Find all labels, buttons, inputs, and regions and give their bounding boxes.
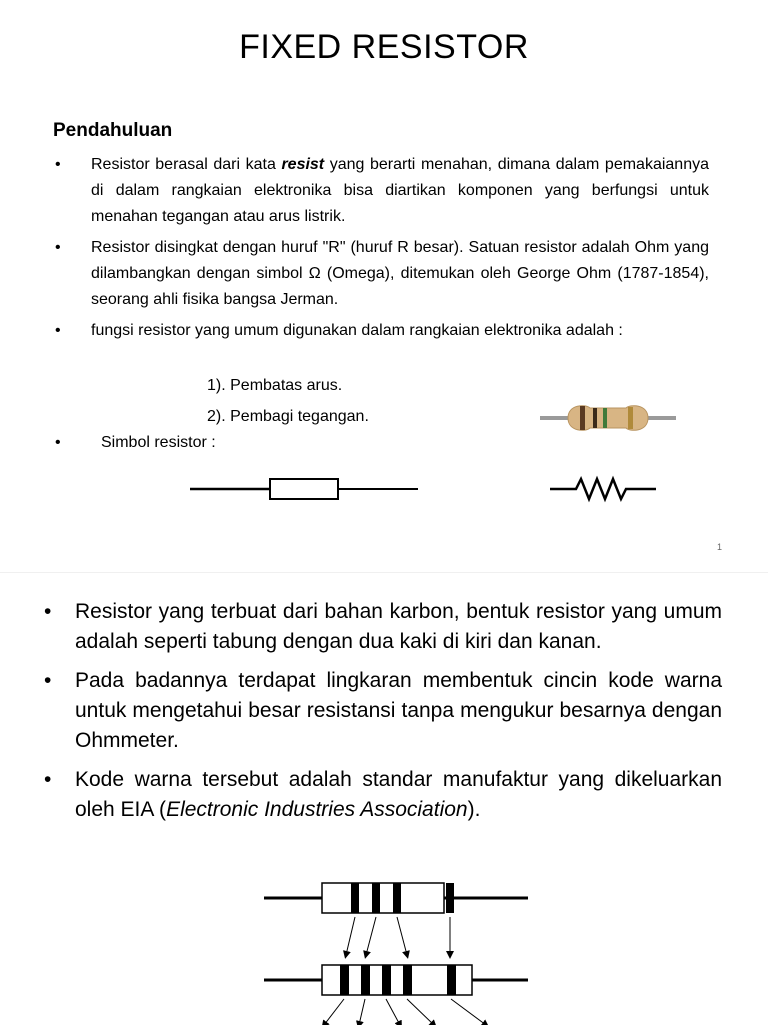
- bullet-glyph: •: [55, 434, 61, 451]
- page-number: 1: [716, 542, 722, 552]
- bullet-glyph: •: [44, 768, 52, 791]
- bullet-item: • Resistor yang terbuat dari bahan karbon, bentuk resistor yang umum adalah seperti tabung dengan dua kaki di kiri dan kanan.: [44, 597, 722, 657]
- resistor-symbol-zigzag: [550, 473, 656, 503]
- section-heading: Pendahuluan: [53, 120, 173, 141]
- emphasis-text: resist: [281, 156, 325, 173]
- sub-item: 2). Pembagi tegangan.: [207, 408, 369, 425]
- resistor-photo: [540, 398, 676, 438]
- bullet-item: • Kode warna tersebut adalah standar manufaktur yang dikeluarkan oleh EIA (Electronic Industries Association).: [44, 765, 722, 825]
- slide-title: FIXED RESISTOR: [239, 28, 529, 66]
- emphasis-text: Electronic Industries Association: [166, 798, 468, 821]
- bullet-glyph: •: [55, 322, 61, 339]
- bullet-item: • Resistor disingkat dengan huruf "R" (huruf R besar). Satuan resistor adalah Ohm yang dilambangkan dengan simbol Ω (Omega), ditemukan oleh George Ohm (1787-1854), seorang ahli fisika bangsa Jerman.: [53, 235, 709, 313]
- bullet-glyph: •: [55, 156, 61, 173]
- slide-2: [0, 572, 768, 1025]
- bullet-item: • Resistor berasal dari kata resist yang berarti menahan, dimana dalam pemakaiannya di dalam rangkaian elektronika bisa diartikan komponen yang berfungsi untuk menahan tegangan atau arus listrik.: [53, 152, 709, 230]
- color-code-bullet-list: [44, 597, 722, 834]
- bullet-glyph: •: [44, 600, 52, 623]
- intro-bullet-list: [53, 152, 709, 349]
- color-band-diagram: [264, 879, 534, 1025]
- bullet-item: • Pada badannya terdapat lingkaran membentuk cincin kode warna untuk mengetahui besar resistansi tanpa mengukur besarnya dengan Ohmmeter.: [44, 666, 722, 756]
- bullet-glyph: •: [55, 239, 61, 256]
- bullet-glyph: •: [44, 669, 52, 692]
- symbol-label: Simbol resistor :: [101, 434, 216, 451]
- bullet-item: • fungsi resistor yang umum digunakan dalam rangkaian elektronika adalah :: [53, 318, 709, 344]
- sub-item: 1). Pembatas arus.: [207, 377, 343, 394]
- resistor-symbol-rectangle: [190, 476, 420, 504]
